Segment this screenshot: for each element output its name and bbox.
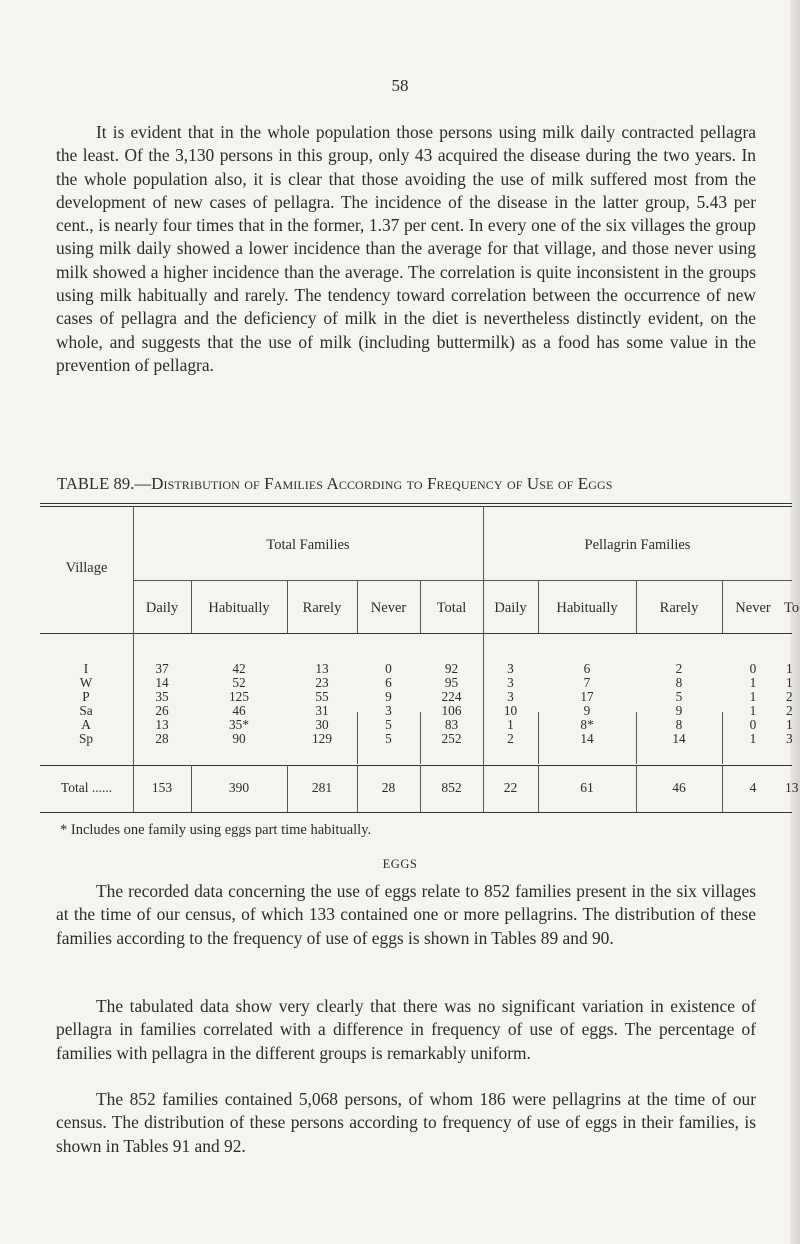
table-cell: 14	[580, 731, 594, 746]
table-cell: 1	[507, 717, 514, 732]
table-cell: 2	[507, 731, 514, 746]
total-cell: 153	[151, 780, 173, 795]
table-top-rule-2	[40, 506, 792, 507]
total-cell: 13	[785, 780, 799, 795]
table-cell: 35*	[229, 717, 249, 732]
table-cell: 42	[232, 661, 246, 676]
table-caption-title: Distribution of Families According to Frequency of Use of Eggs	[151, 474, 613, 493]
total-cell: 281	[311, 780, 333, 795]
table-cell: 1	[786, 661, 793, 676]
table-cell: 1	[786, 717, 793, 732]
table-caption-prefix: TABLE 89.—	[57, 474, 152, 493]
table-cell: 0	[749, 661, 757, 676]
pellagrin-families-header: Pellagrin Families	[584, 537, 691, 553]
table-cell: 26	[155, 703, 169, 718]
paragraph: The recorded data concerning the use of eggs relate to 852 families present in the six villages at the time of our census, of which 133 contained one or more pellagrins. The distribution of these families according to the frequency of use of eggs is shown in Tables 89 and 90.	[56, 881, 756, 948]
total-cell: 28	[381, 780, 396, 795]
village-label: P	[82, 689, 90, 704]
total-cell: 4	[749, 780, 757, 795]
village-label: A	[81, 717, 91, 732]
subheader-pellagrin-habitually: Habitually	[556, 600, 618, 616]
table-cell: 0	[385, 661, 392, 676]
table-cell: 252	[441, 731, 462, 746]
table-cell: 14	[155, 675, 169, 690]
table-cell: 1	[749, 675, 757, 690]
table-cell: 5	[385, 717, 392, 732]
table-cell: 3	[385, 703, 392, 718]
table-cell: 8	[675, 717, 683, 732]
table-top-rule	[40, 503, 792, 504]
table-cell: 92	[444, 661, 459, 676]
table-cell: 10	[503, 703, 518, 718]
village-label: Sp	[78, 731, 94, 746]
table-cell: 46	[232, 703, 246, 718]
table-cell: 3	[507, 675, 514, 690]
table-cell: 30	[315, 717, 329, 732]
table-cell: 129	[312, 731, 332, 746]
village-label: W	[79, 675, 93, 690]
table-cell: 1	[786, 675, 793, 690]
subheader-pellagrin-daily: Daily	[494, 600, 527, 616]
total-cell: 852	[441, 780, 462, 795]
table-cell: 106	[441, 703, 462, 718]
table-cell: 1	[749, 703, 757, 718]
table-cell: 55	[315, 689, 329, 704]
table-cell: 1	[749, 731, 757, 746]
total-families-header: Total Families	[266, 537, 350, 553]
header-group-rule	[133, 580, 792, 581]
village-label: I	[83, 661, 89, 676]
table-cell: 13	[315, 661, 329, 676]
table-cell: 3	[786, 731, 793, 746]
table-cell: 3	[507, 689, 514, 704]
subheader-pellagrin-total: To	[784, 600, 800, 616]
table-cell: 2	[675, 661, 683, 676]
table-cell: 17	[580, 689, 594, 704]
total-row-top-rule	[40, 765, 792, 766]
section-heading: EGGS	[382, 857, 418, 871]
table-cell: 5	[675, 689, 683, 704]
total-cell: 390	[228, 780, 250, 795]
table-cell: 224	[441, 689, 462, 704]
village-label: Sa	[79, 703, 93, 718]
subheader-pellagrin-never: Never	[735, 600, 771, 616]
table-footnote: * Includes one family using eggs part time habitually.	[60, 822, 372, 838]
total-cell: 46	[672, 780, 686, 795]
table-cell: 13	[155, 717, 169, 732]
table-cell: 125	[229, 689, 249, 704]
total-cell: 22	[503, 780, 518, 795]
table-cell: 95	[444, 675, 459, 690]
table-cell: 14	[672, 731, 686, 746]
subheader-total: Total	[436, 600, 467, 616]
village-header: Village	[65, 560, 108, 576]
page-number: 58	[391, 76, 409, 95]
table-bottom-rule	[40, 812, 792, 813]
table-caption	[57, 474, 757, 494]
table-cell: 8*	[580, 717, 594, 732]
table-cell: 8	[675, 675, 683, 690]
total-cell: 61	[580, 780, 594, 795]
table-cell: 9	[385, 689, 392, 704]
subheader-rarely: Rarely	[302, 600, 342, 616]
table-cell: 83	[444, 717, 459, 732]
subheader-pellagrin-rarely: Rarely	[659, 600, 699, 616]
table-cell: 90	[232, 731, 246, 746]
paragraph: The 852 families contained 5,068 persons, of whom 186 were pellagrins at the time of our census. The distribution of these persons according to frequency of use of eggs in their families, is shown in Tables 91 and 92.	[56, 1089, 756, 1156]
table-cell: 2	[786, 703, 793, 718]
header-bottom-rule	[40, 633, 792, 634]
table-cell: 28	[155, 731, 169, 746]
subheader-habitually: Habitually	[208, 600, 270, 616]
page-edge	[790, 0, 800, 1244]
intro-paragraph: It is evident that in the whole population those persons using milk daily contracted pellagra the least. Of the 3,130 persons in this group, only 43 acquired the disease during the two years. In the whole population also, it is clear that those avoiding the use of milk suffered most from the development of new cases of pellagra. The incidence of the disease in the latter group, 5.43 per cent., is nearly four times that in the former, 1.37 per cent. In every one of the six villages the group using milk daily showed a lower incidence than the average for that village, and those never using milk showed a higher incidence than the average. The correlation is quite inconsistent in the groups using milk habitually and rarely. The tendency toward correlation between the occurrence of new cases of pellagra and the deficiency of milk in the diet is nevertheless distinctly evident, on the whole, and suggests that the use of milk (including buttermilk) as a food has some value in the prevention of pellagra.	[56, 122, 756, 375]
paragraph: The tabulated data show very clearly that there was no significant variation in existence of pellagra in families correlated with a difference in frequency of use of eggs. The percentage of families with pellagra in the different groups is remarkably uniform.	[56, 996, 756, 1063]
table-cell: 35	[155, 689, 169, 704]
table-cell: 1	[749, 689, 757, 704]
table-cell: 5	[385, 731, 392, 746]
table-cell: 6	[583, 661, 591, 676]
table-cell: 52	[232, 675, 246, 690]
table-cell: 3	[507, 661, 514, 676]
table-cell: 9	[583, 703, 591, 718]
table-cell: 7	[583, 675, 591, 690]
subheader-never: Never	[370, 600, 407, 616]
table-cell: 23	[315, 675, 329, 690]
total-row-label: Total ......	[60, 780, 113, 795]
table-cell: 37	[155, 661, 169, 676]
table-cell: 2	[786, 689, 793, 704]
table-cell: 6	[385, 675, 392, 690]
subheader-daily: Daily	[145, 600, 179, 616]
table-cell: 9	[675, 703, 683, 718]
table-cell: 0	[749, 717, 757, 732]
table-cell: 31	[315, 703, 329, 718]
